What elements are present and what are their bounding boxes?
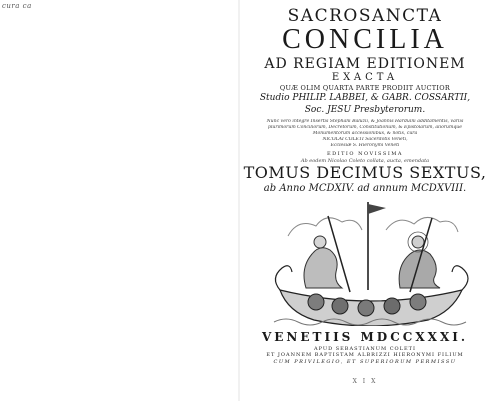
margin-handwritten-note: cura ca bbox=[2, 2, 32, 10]
fine-print-line: Ecclesiæ S. Hieronymi Veneti bbox=[330, 143, 400, 148]
title-line-exacta: EXACTA bbox=[331, 72, 399, 83]
imprint-printer: APUD SEBASTIANUM COLETI bbox=[314, 346, 416, 352]
fine-print-line: Monumentorum accessionibus, & notis, cura bbox=[312, 131, 418, 136]
fine-print-line: plurimorum Conciliorum, Decretorum, Constitutionum, & Epistolarum, aliorumque bbox=[268, 125, 462, 130]
title-line-concilia: CONCILIA bbox=[282, 24, 448, 55]
title-line-ad-regiam: AD REGIAM EDITIONEM bbox=[264, 56, 466, 72]
engraved-ship-emblem bbox=[268, 196, 473, 326]
edition-line: EDITIO NOVISSIMA bbox=[326, 151, 404, 157]
title-line-society: Soc. JESU Presbyterorum. bbox=[304, 105, 426, 115]
imprint-place-date: VENETIIS MDCCXXXI. bbox=[261, 330, 469, 344]
title-page bbox=[240, 0, 500, 401]
volume-title: TOMUS DECIMUS SEXTUS, bbox=[243, 163, 487, 182]
imprint-printer-2: ET JOANNEM BAPTISTAM ALBRIZZI HIERONYMI FILIUM bbox=[266, 352, 464, 358]
imprint-privilege: CUM PRIVILEGIO, ET SUPERIORUM PERMISSU bbox=[273, 359, 457, 365]
fine-print-line: NICOLAI COLETI Sacerdotis Veneti, bbox=[322, 137, 408, 142]
edition-note: Ab eodem Nicolao Coleto collata, aucta, emendata bbox=[300, 158, 430, 164]
title-line-sacrosancta: SACROSANCTA bbox=[287, 6, 443, 26]
page-footer-mark: X I X bbox=[352, 378, 378, 385]
title-line-quae-olim: QUÆ OLIM QUARTA PARTE PRODIIT AUCTIOR bbox=[279, 84, 451, 92]
volume-years: ab Anno MCDXIV. ad annum MCDXVIII. bbox=[263, 183, 467, 194]
fine-print-line: Nunc vero integre Insertis Stephani Baluzii, & Joannis Harduini additamentis, variis bbox=[266, 119, 464, 124]
title-line-authors: Studio PHILIP. LABBEI, & GABR. COSSARTII, bbox=[259, 93, 471, 103]
